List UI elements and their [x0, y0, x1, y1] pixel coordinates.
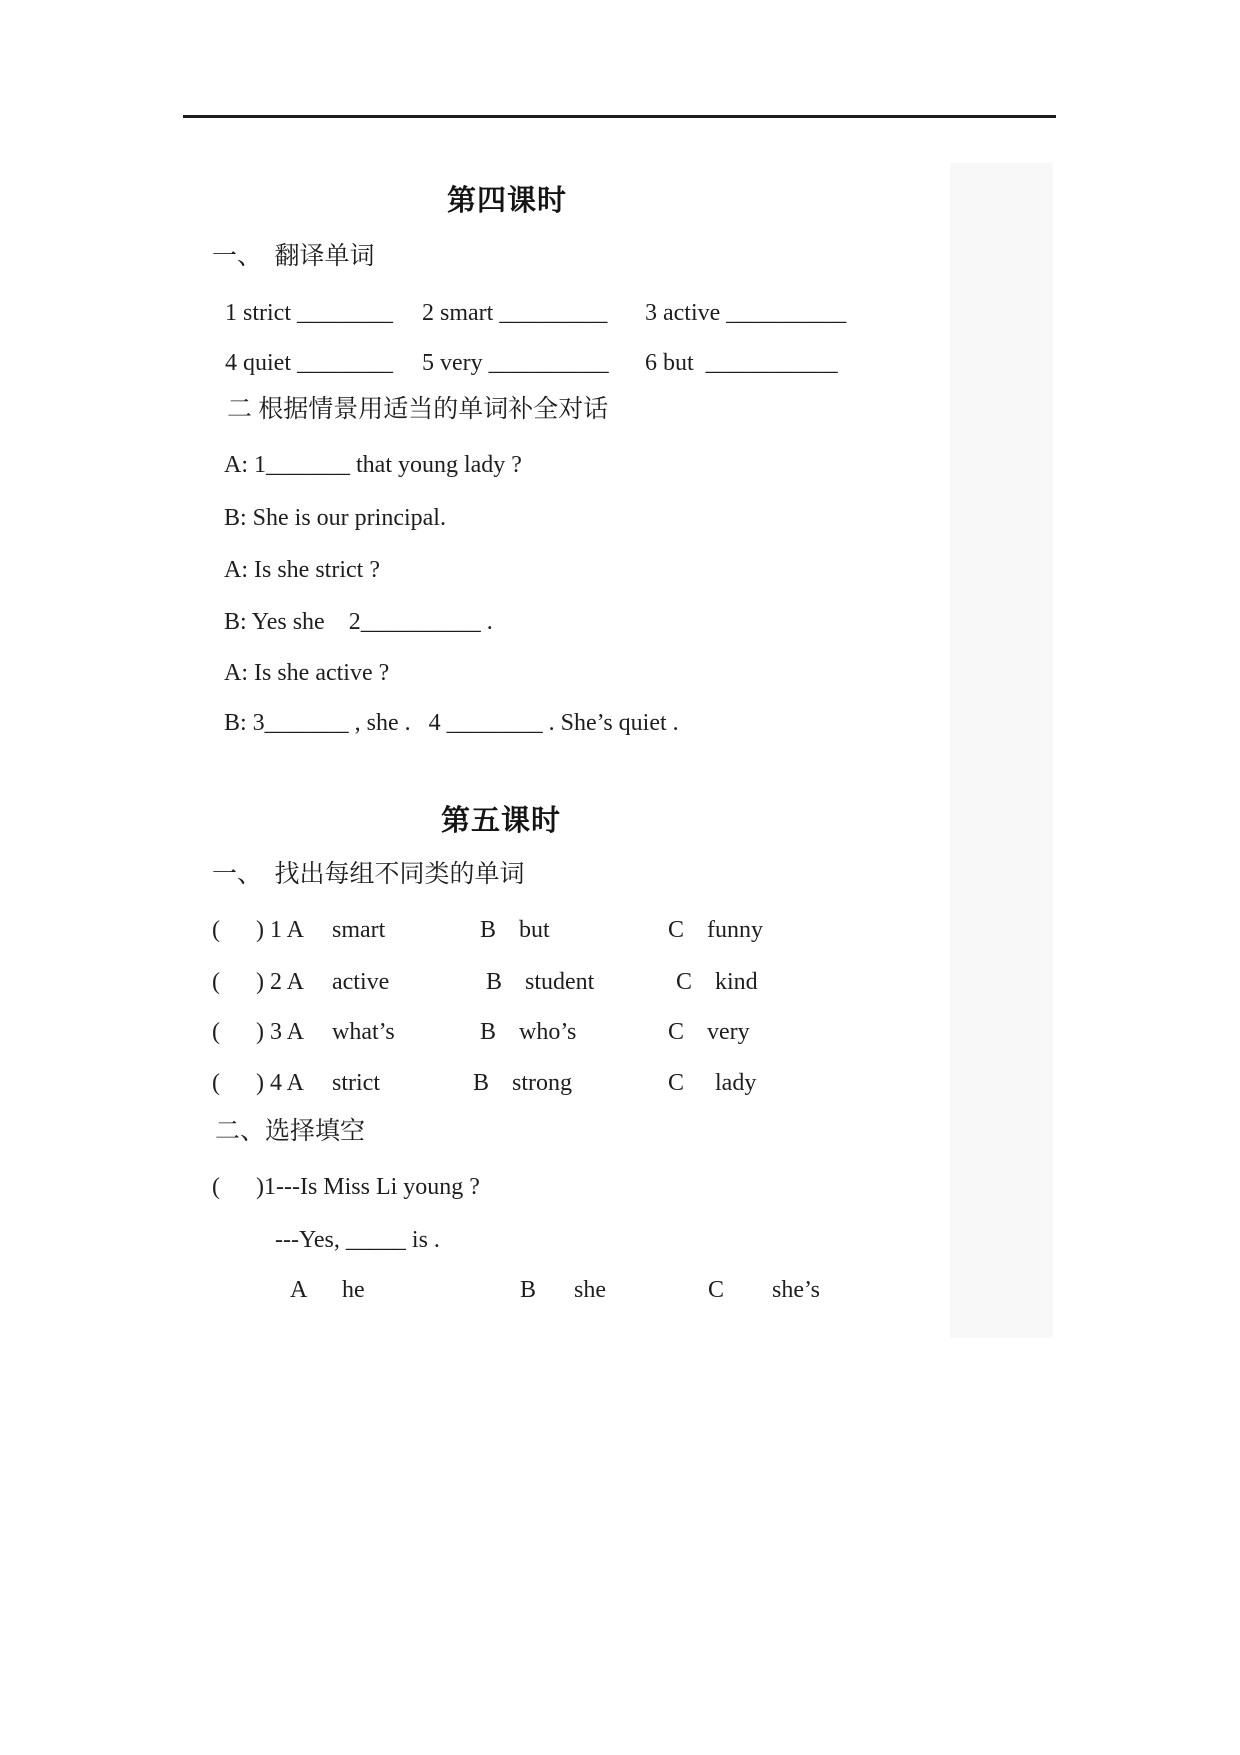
odd-row-3-word-a: what’s — [332, 1019, 395, 1045]
odd-row-2-word-a: active — [332, 969, 390, 995]
odd-row-1-label-c: C — [668, 917, 685, 943]
odd-row-1-word-b: but — [519, 917, 550, 943]
odd-row-4-word-b: strong — [512, 1070, 572, 1096]
odd-row-2 — [0, 968, 1240, 1008]
odd-row-3-label-c: C — [668, 1019, 685, 1045]
top-rule — [183, 115, 1056, 118]
odd-row-4-word-a: strict — [332, 1070, 380, 1096]
odd-row-2-label-b: B — [486, 969, 503, 995]
translate-item-1: 1 strict ________ — [225, 300, 393, 326]
option-b-word: she — [574, 1277, 606, 1303]
odd-row-4-label-c: C — [668, 1070, 685, 1096]
translate-item-6: 6 but ___________ — [645, 350, 838, 376]
lesson5-title: 第五课时 — [441, 805, 562, 837]
translate-row-1 — [0, 299, 1240, 339]
odd-row-3 — [0, 1018, 1240, 1058]
odd-row-4-word-c: lady — [715, 1070, 757, 1096]
dialogue-line-6: B: 3_______ , she . 4 ________ . She’s quiet . — [224, 710, 679, 736]
dialogue-line-2: B: She is our principal. — [224, 505, 446, 531]
dialogue-line-4: B: Yes she 2__________ . — [224, 609, 493, 635]
odd-row-1-prefix: ( ) 1 A — [212, 917, 304, 943]
dialogue-line-3: A: Is she strict ? — [224, 557, 380, 583]
odd-row-4 — [0, 1069, 1240, 1109]
option-b-label: B — [520, 1277, 537, 1303]
option-a-word: he — [342, 1277, 365, 1303]
choice-question: ( )1---Is Miss Li young ? — [212, 1174, 480, 1200]
translate-row-2 — [0, 349, 1240, 389]
odd-row-3-prefix: ( ) 3 A — [212, 1019, 304, 1045]
option-a-label: A — [290, 1277, 308, 1303]
lesson5-choice-heading: 二、选择填空 — [215, 1118, 366, 1145]
choice-answer-line: ---Yes, _____ is . — [275, 1227, 440, 1253]
lesson4-dialogue-heading: 二 根据情景用适当的单词补全对话 — [227, 396, 609, 423]
lesson5-odd-heading: 一、 找出每组不同类的单词 — [212, 861, 525, 888]
odd-row-3-word-c: very — [707, 1019, 750, 1045]
lesson4-translate-heading: 一、 翻译单词 — [212, 243, 375, 270]
odd-row-2-word-c: kind — [715, 969, 758, 995]
translate-item-3: 3 active __________ — [645, 300, 847, 326]
translate-item-4: 4 quiet ________ — [225, 350, 393, 376]
odd-row-3-label-b: B — [480, 1019, 497, 1045]
lesson4-title: 第四课时 — [447, 185, 568, 217]
odd-row-1-label-b: B — [480, 917, 497, 943]
right-gray-band — [950, 163, 1053, 1338]
translate-item-5: 5 very __________ — [422, 350, 609, 376]
dialogue-line-1: A: 1_______ that young lady ? — [224, 452, 522, 478]
choice-options-row — [0, 1276, 1240, 1316]
odd-row-2-word-b: student — [525, 969, 595, 995]
odd-row-4-label-b: B — [473, 1070, 490, 1096]
dialogue-line-5: A: Is she active ? — [224, 660, 390, 686]
odd-row-2-prefix: ( ) 2 A — [212, 969, 304, 995]
option-c-label: C — [708, 1277, 725, 1303]
odd-row-1 — [0, 916, 1240, 956]
odd-row-1-word-c: funny — [707, 917, 763, 943]
odd-row-3-word-b: who’s — [519, 1019, 577, 1045]
odd-row-4-prefix: ( ) 4 A — [212, 1070, 304, 1096]
translate-item-2: 2 smart _________ — [422, 300, 608, 326]
odd-row-1-word-a: smart — [332, 917, 386, 943]
odd-row-2-label-c: C — [676, 969, 693, 995]
option-c-word: she’s — [772, 1277, 820, 1303]
